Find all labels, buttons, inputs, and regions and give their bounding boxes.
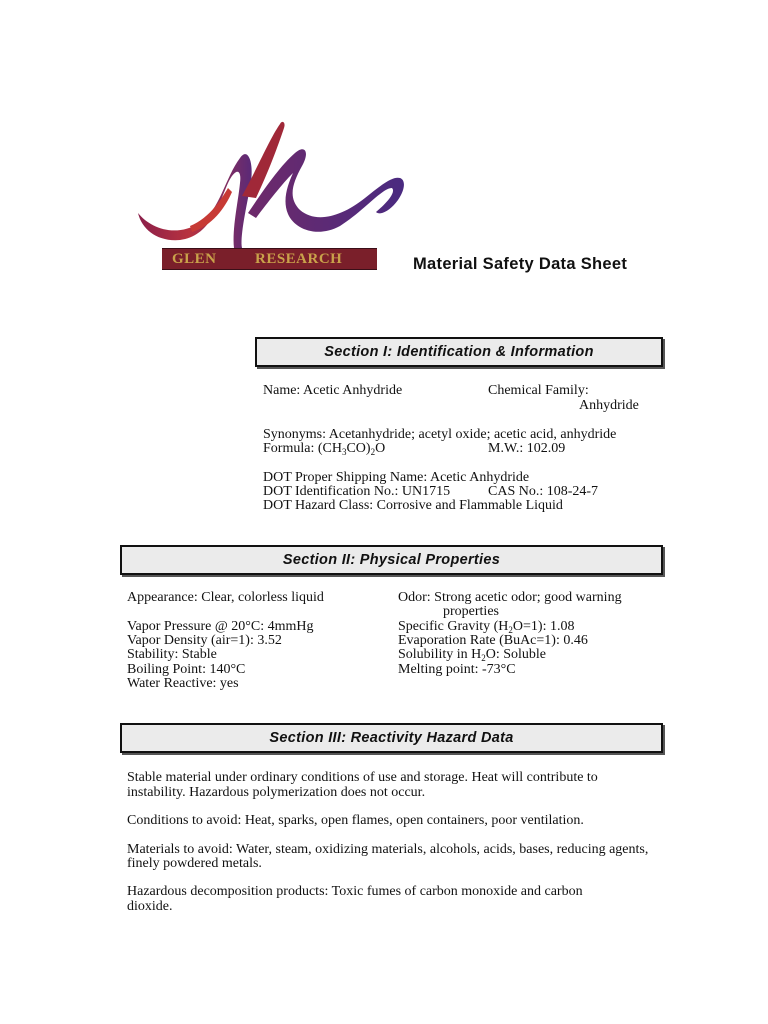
section-3-decomposition-line-2: dioxide. [127,899,173,914]
logo-word-research: RESEARCH [255,251,343,267]
section-2-odor: Odor: Strong acetic odor; good warning [398,590,622,605]
specific-gravity-sub: 2 [508,625,513,635]
section-2-heading: Section II: Physical Properties [120,545,663,575]
section-1-chemical-family-label: Chemical Family: [488,383,589,398]
section-3-conditions-to-avoid: Conditions to avoid: Heat, sparks, open flames, open containers, poor ventilation. [127,813,584,828]
section-2-odor-continued: properties [443,604,499,619]
section-1-dot-identification: DOT Identification No.: UN1715 [263,484,451,499]
formula-sub-2: 2 [370,447,376,457]
section-1-formula [263,442,385,457]
formula-part-1: Formula: (CH [263,441,342,456]
section-1-synonyms: Synonyms: Acetanhydride; acetyl oxide; acetic acid, anhydride [263,427,617,442]
section-3-materials-to-avoid-line-1: Materials to avoid: Water, steam, oxidizing materials, alcohols, acids, bases, reducing agents, [127,842,649,857]
glen-research-logo [130,118,410,274]
logo-banner [162,248,377,270]
section-1-dot-shipping-name: DOT Proper Shipping Name: Acetic Anhydride [263,470,530,485]
section-2-vapor-density: Vapor Density (air=1): 3.52 [127,633,282,648]
section-3-decomposition-line-1: Hazardous decomposition products: Toxic fumes of carbon monoxide and carbon [127,884,583,899]
document-title: Material Safety Data Sheet [413,255,628,273]
section-2-melting-point: Melting point: -73°C [398,662,516,677]
section-2-appearance: Appearance: Clear, colorless liquid [127,590,324,605]
specific-gravity-part-1: Specific Gravity (H [398,619,509,634]
formula-part-3: O [375,441,386,456]
section-1-cas-number: CAS No.: 108-24-7 [488,484,599,499]
section-1-dot-hazard-class: DOT Hazard Class: Corrosive and Flammable Liquid [263,498,563,513]
section-3-stability-line-1: Stable material under ordinary conditions of use and storage. Heat will contribute to [127,770,598,785]
section-2-water-reactive: Water Reactive: yes [127,676,239,691]
section-3-heading: Section III: Reactivity Hazard Data [120,723,663,753]
section-2-stability: Stability: Stable [127,647,217,662]
section-2-evaporation-rate: Evaporation Rate (BuAc=1): 0.46 [398,633,588,648]
section-1-molecular-weight: M.W.: 102.09 [488,441,566,456]
section-3-stability-line-2: instability. Hazardous polymerization does not occur. [127,785,426,800]
section-3-materials-to-avoid-line-2: finely powdered metals. [127,856,262,871]
section-2-solubility [398,648,546,663]
section-1-chemical-family-value: Anhydride [579,398,639,413]
formula-sub-1: 3 [341,447,347,457]
section-2-boiling-point: Boiling Point: 140°C [127,662,246,677]
solubility-sub: 2 [481,653,486,663]
formula-part-2: CO) [346,441,371,456]
solubility-part-1: Solubility in H [398,647,482,662]
section-1-heading: Section I: Identification & Information [255,337,663,367]
solubility-part-2: O: Soluble [485,647,547,662]
section-2-vapor-pressure: Vapor Pressure @ 20°C: 4mmHg [127,619,314,634]
logo-word-glen: GLEN [172,251,217,267]
section-1-name: Name: Acetic Anhydride [263,383,403,398]
specific-gravity-part-2: O=1): 1.08 [512,619,575,634]
